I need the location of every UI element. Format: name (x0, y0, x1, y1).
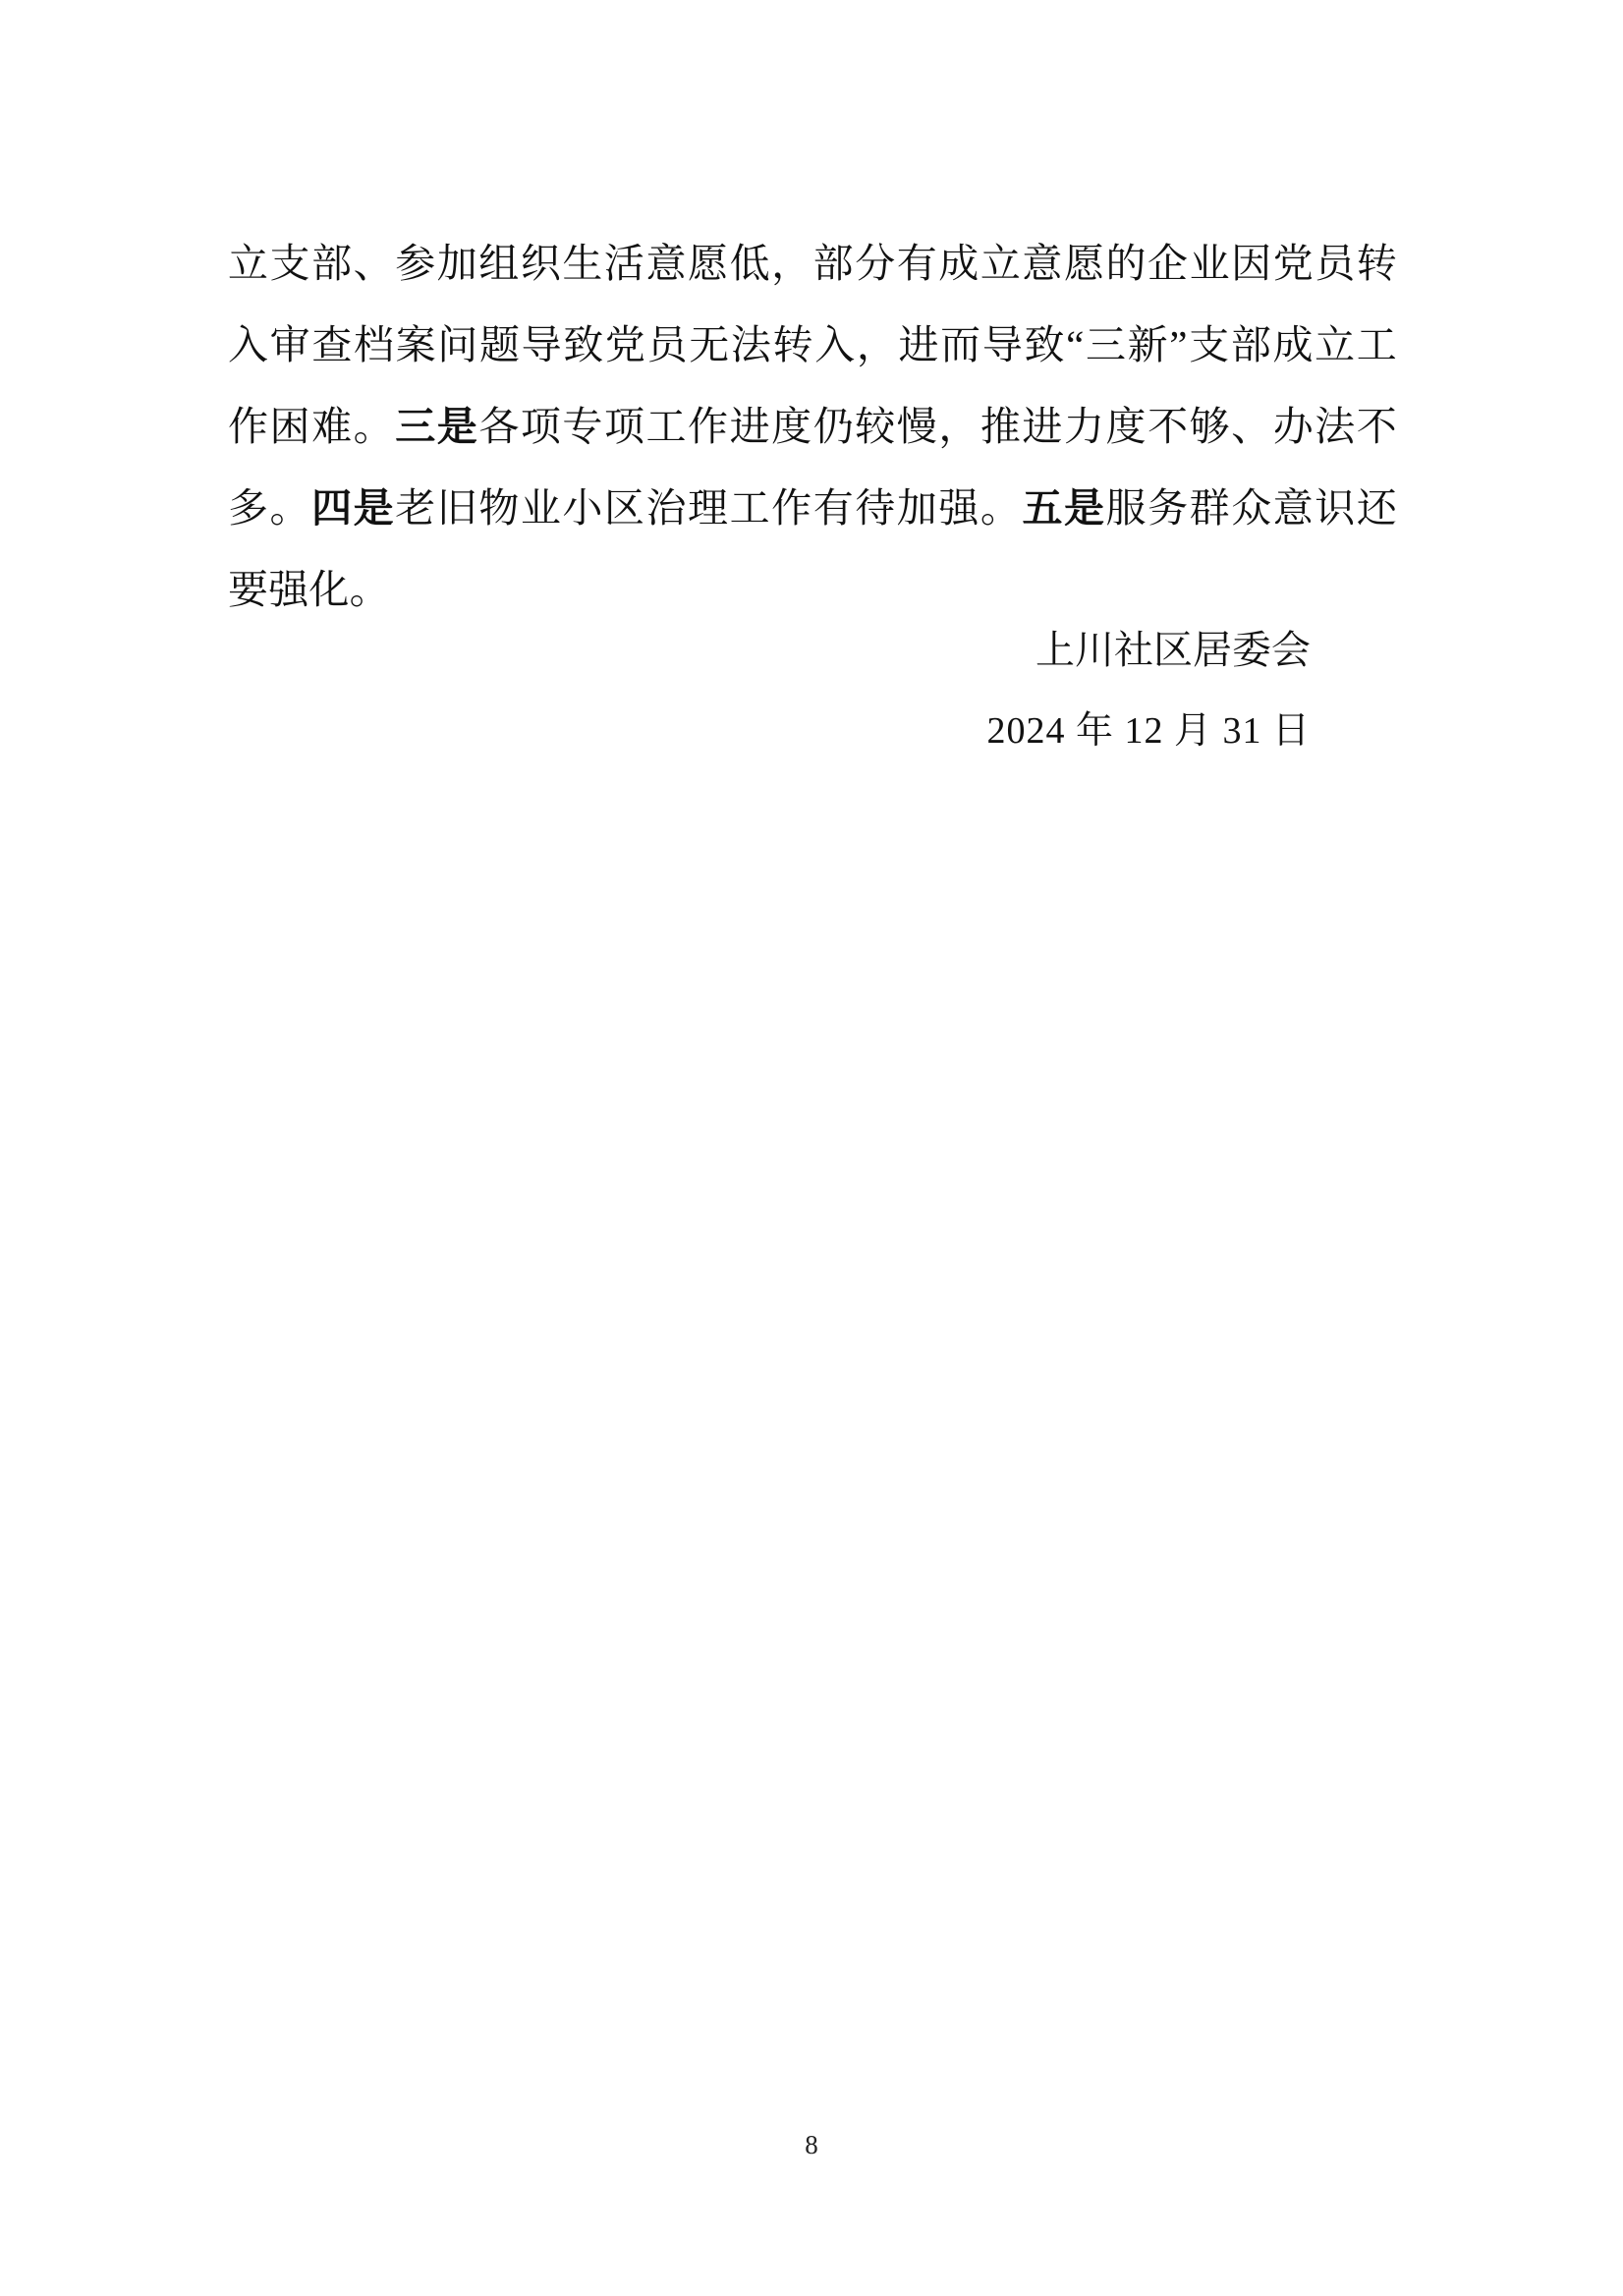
paragraph-segment-3: 各项专项工作进度仍较慢，推进力度不够、办法不多。 (228, 404, 1398, 531)
body-content (228, 183, 1397, 671)
paragraph-segment-1: 立支部、参加组织生活意愿低，部分有成立意愿的企业因党员转入审查档案问题导致党员无法转入，进而导致“三新”支部成立工作困难。 (228, 241, 1397, 449)
paragraph-segment-2-bold: 三是 (395, 404, 479, 449)
paragraph-segment-5: 老旧物业小区治理工作有待加强。 (395, 485, 1023, 531)
signature-organization: 上川社区居委会 (1035, 628, 1311, 672)
page-number: 8 (805, 2130, 818, 2159)
signature-date: 2024 年 12 月 31 日 (986, 710, 1311, 752)
paragraph-segment-7: 服务群众意识还要强化。 (228, 485, 1398, 612)
body-paragraph (228, 223, 1397, 631)
paragraph-segment-6-bold: 五是 (1022, 485, 1106, 531)
paragraph-segment-4-bold: 四是 (311, 485, 396, 531)
signature-block (228, 609, 1397, 770)
